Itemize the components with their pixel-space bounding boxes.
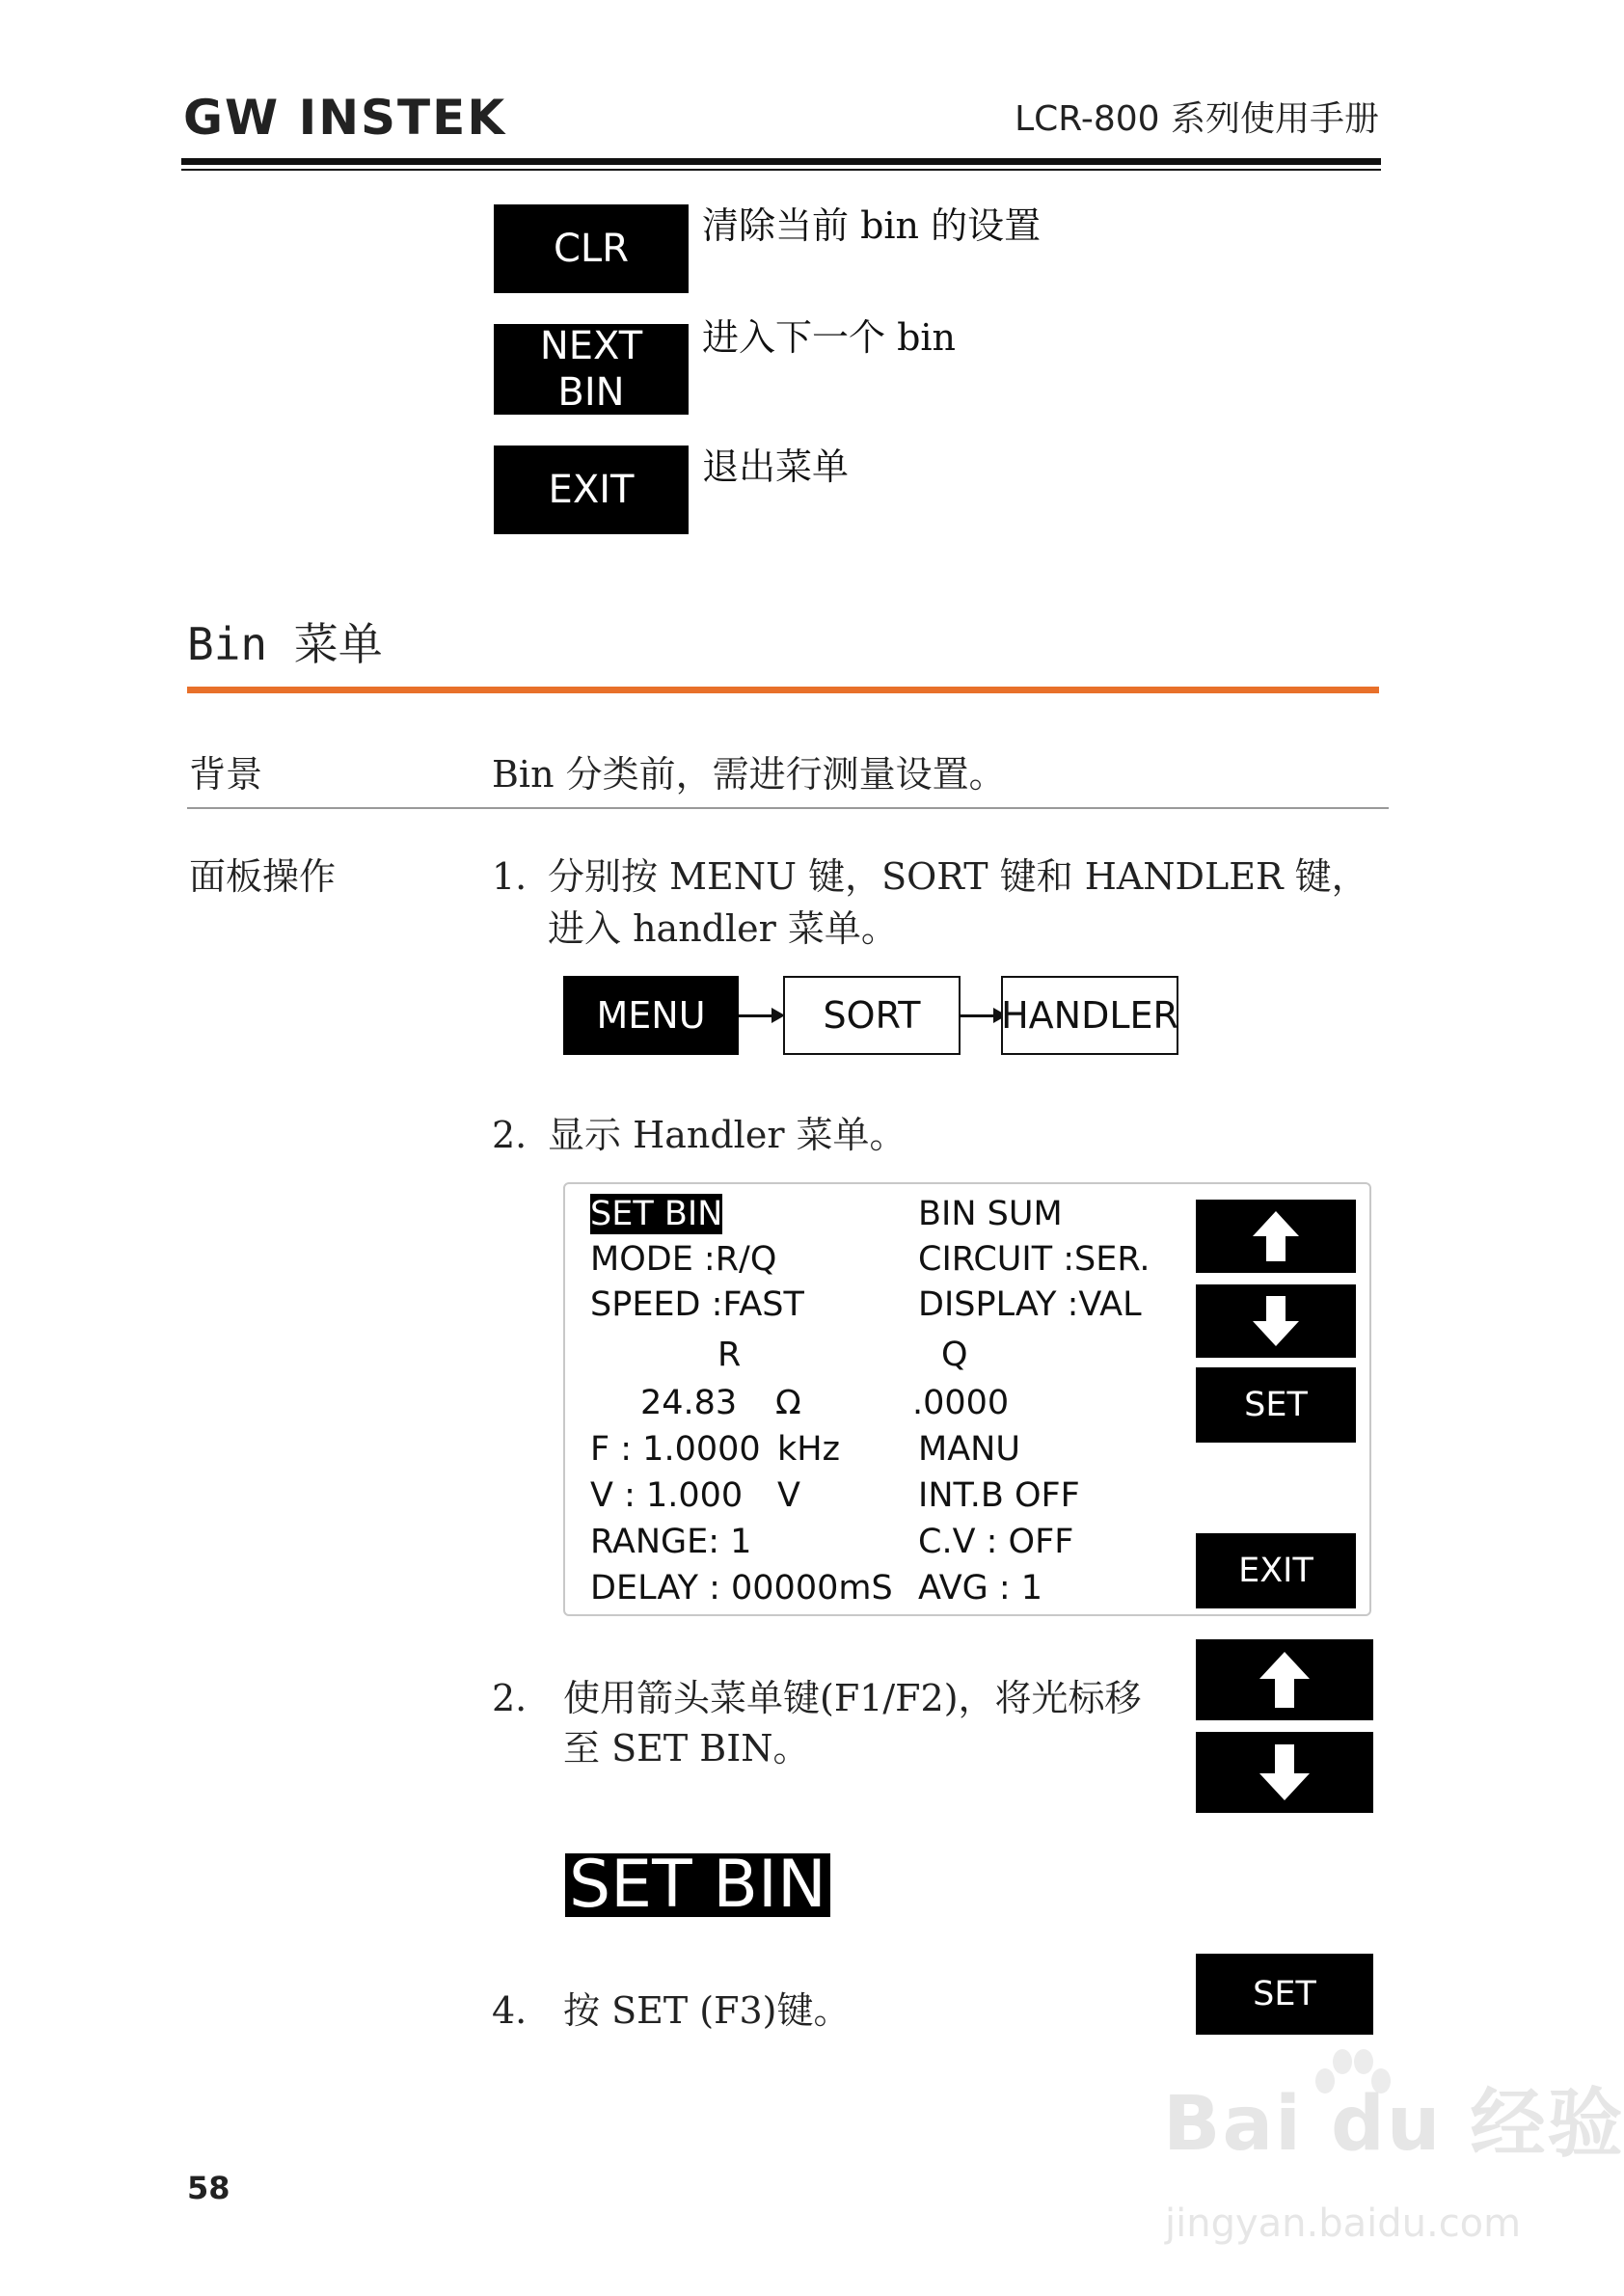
step1-line2: 进入 handler 菜单。 xyxy=(548,907,898,950)
down-arrow-icon xyxy=(1258,1742,1312,1802)
step4-number: 4. xyxy=(492,1989,528,2032)
lcd-exit-key[interactable] xyxy=(1196,1533,1356,1608)
lcd-value-q: .0000 xyxy=(912,1384,1010,1422)
exit-key-label: EXIT xyxy=(548,468,635,512)
step3-line2: 至 SET BIN。 xyxy=(563,1727,810,1769)
header-title: LCR-800 系列使用手册 xyxy=(1015,99,1379,139)
next-bin-key-desc: 进入下一个 bin xyxy=(702,316,957,359)
clr-key xyxy=(494,204,689,293)
lcd-bin-sum: BIN SUM xyxy=(918,1195,1063,1233)
lcd-frequency: F : 1.0000 xyxy=(590,1430,761,1469)
lcd-unit-ohm: Ω xyxy=(775,1384,801,1422)
lcd-average: AVG : 1 xyxy=(918,1569,1043,1607)
lcd-voltage-unit: V xyxy=(777,1476,800,1515)
step2-number: 2. xyxy=(492,1114,528,1156)
flow-menu-label: MENU xyxy=(596,994,706,1037)
background-label: 背景 xyxy=(189,753,263,796)
section-title: Bin 菜单 xyxy=(187,618,383,670)
step1-line1: 分别按 MENU 键，SORT 键和 HANDLER 键， xyxy=(548,855,1368,898)
lcd-mode: MODE :R/Q xyxy=(590,1240,777,1279)
lcd-manu: MANU xyxy=(918,1430,1020,1469)
page-number: 58 xyxy=(187,2170,230,2206)
lcd-value-r: 24.83 xyxy=(640,1384,738,1422)
exit-key xyxy=(494,446,689,534)
lcd-param-r: R xyxy=(717,1336,742,1374)
lcd-int-bias: INT.B OFF xyxy=(918,1476,1080,1515)
lcd-exit-key-label: EXIT xyxy=(1238,1552,1313,1590)
up-arrow-icon xyxy=(1258,1650,1312,1710)
header-rule-thin xyxy=(181,169,1381,171)
step2-text: 显示 Handler 菜单。 xyxy=(548,1114,907,1156)
step3-number: 2. xyxy=(492,1677,528,1719)
clr-key-label: CLR xyxy=(553,227,629,271)
flow-sort-box xyxy=(783,976,961,1055)
flow-handler-label: HANDLER xyxy=(1001,994,1178,1037)
next-bin-key-label-line2: BIN xyxy=(557,370,625,415)
f3-set-key[interactable] xyxy=(1196,1954,1373,2035)
background-text: Bin 分类前，需进行测量设置。 xyxy=(492,753,1006,796)
flow-sort-label: SORT xyxy=(823,994,921,1037)
down-arrow-icon xyxy=(1251,1294,1301,1348)
lcd-up-key[interactable] xyxy=(1196,1200,1356,1273)
step3-line1: 使用箭头菜单键(F1/F2)，将光标移 xyxy=(563,1677,1142,1719)
background-divider xyxy=(187,807,1389,809)
lcd-set-key-label: SET xyxy=(1244,1386,1308,1424)
f3-set-key-label: SET xyxy=(1253,1975,1316,2013)
baidu-watermark: Bai du 经验 xyxy=(1163,2081,1624,2168)
step1-number: 1. xyxy=(492,855,528,898)
lcd-constant-voltage: C.V : OFF xyxy=(918,1523,1074,1561)
section-underline xyxy=(187,687,1379,693)
flow-handler-box xyxy=(1001,976,1178,1055)
lcd-circuit: CIRCUIT :SER. xyxy=(918,1240,1150,1279)
step4-text: 按 SET (F3)键。 xyxy=(563,1989,851,2032)
lcd-display: DISPLAY :VAL xyxy=(918,1285,1142,1324)
exit-key-desc: 退出菜单 xyxy=(702,446,850,488)
lcd-down-key[interactable] xyxy=(1196,1284,1356,1358)
set-bin-highlight: SET BIN xyxy=(565,1853,830,1917)
lcd-speed: SPEED :FAST xyxy=(590,1285,804,1324)
lcd-range: RANGE: 1 xyxy=(590,1523,752,1561)
lcd-delay: DELAY : 00000mS xyxy=(590,1569,893,1607)
lcd-param-q: Q xyxy=(941,1336,968,1374)
lcd-frequency-unit: kHz xyxy=(777,1430,840,1469)
header-rule xyxy=(181,158,1381,165)
lcd-set-key[interactable] xyxy=(1196,1367,1356,1443)
next-bin-key xyxy=(494,324,689,415)
clr-key-desc: 清除当前 bin 的设置 xyxy=(702,204,1042,247)
flow-menu-box xyxy=(563,976,739,1055)
gw-instek-logo: GW INSTEK xyxy=(183,90,507,146)
lcd-set-bin-selected: SET BIN xyxy=(590,1195,723,1233)
next-bin-key-label-line1: NEXT xyxy=(539,324,643,368)
f1-up-key[interactable] xyxy=(1196,1639,1373,1720)
panel-operation-label: 面板操作 xyxy=(189,855,337,898)
baidu-watermark-url: jingyan.baidu.com xyxy=(1165,2201,1522,2246)
up-arrow-icon xyxy=(1251,1209,1301,1263)
f2-down-key[interactable] xyxy=(1196,1732,1373,1813)
lcd-voltage: V : 1.000 xyxy=(590,1476,744,1515)
